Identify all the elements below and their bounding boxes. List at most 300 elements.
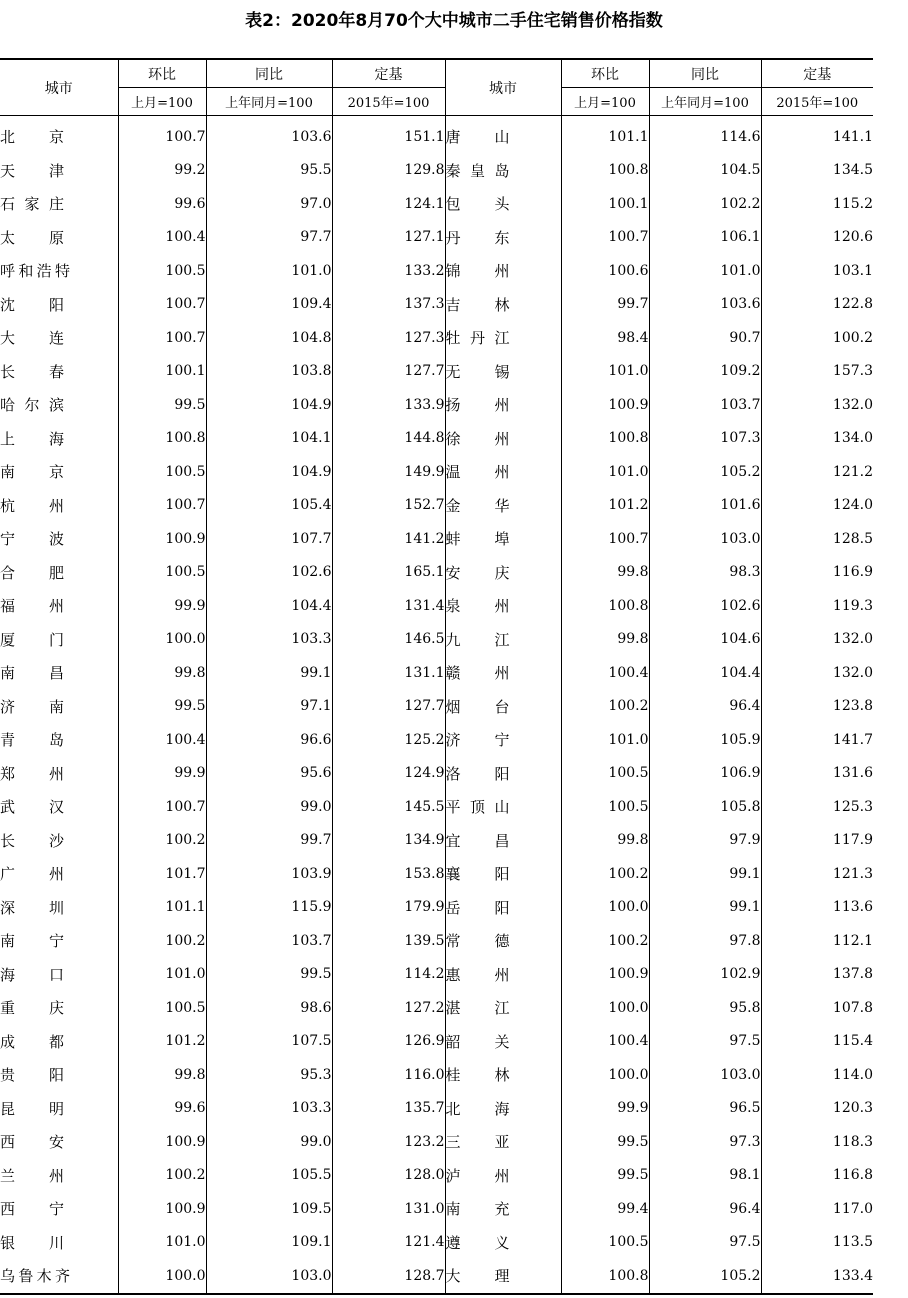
city-name: 牡丹江 (445, 329, 510, 348)
city-name: 呼和浩特 (0, 262, 70, 281)
city-cell (445, 958, 561, 992)
yoy-value: 95.3 (206, 1058, 332, 1092)
city-name: 北京 (0, 128, 64, 147)
city-cell (0, 824, 118, 858)
mom-value: 100.9 (118, 522, 206, 556)
mom-value: 100.6 (561, 254, 649, 288)
city-cell (0, 154, 118, 188)
mom-value: 100.2 (118, 824, 206, 858)
city-name: 烟台 (445, 697, 510, 716)
city-cell (0, 254, 118, 288)
yoy-value: 105.9 (649, 723, 761, 757)
header-mom-right: 环比 (561, 59, 649, 88)
city-name: 成都 (0, 1032, 64, 1051)
city-name: 岳阳 (445, 898, 510, 917)
city-cell (445, 221, 561, 255)
mom-value: 99.7 (561, 288, 649, 322)
city-name: 青岛 (0, 731, 64, 750)
city-cell (445, 857, 561, 891)
table-row (0, 522, 873, 556)
city-cell (0, 790, 118, 824)
table-row (0, 1058, 873, 1092)
base-value: 133.2 (332, 254, 445, 288)
base-value: 119.3 (761, 589, 873, 623)
mom-value: 99.8 (561, 623, 649, 657)
city-name: 三亚 (445, 1133, 510, 1152)
base-value: 112.1 (761, 924, 873, 958)
base-value: 121.4 (332, 1226, 445, 1260)
mom-value: 100.8 (561, 154, 649, 188)
yoy-value: 107.7 (206, 522, 332, 556)
header-yoy-sub-left: 上年同月=100 (206, 88, 332, 116)
table-row (0, 1092, 873, 1126)
city-name: 太原 (0, 228, 64, 247)
city-cell (0, 991, 118, 1025)
city-name: 丹东 (445, 228, 510, 247)
base-value: 124.0 (761, 489, 873, 523)
city-name: 广州 (0, 865, 64, 884)
base-value: 133.9 (332, 388, 445, 422)
city-cell (0, 455, 118, 489)
base-value: 116.9 (761, 556, 873, 590)
yoy-value: 105.8 (649, 790, 761, 824)
mom-value: 100.0 (561, 991, 649, 1025)
mom-value: 100.5 (118, 455, 206, 489)
table-row (0, 355, 873, 389)
base-value: 157.3 (761, 355, 873, 389)
base-value: 100.2 (761, 321, 873, 355)
base-value: 134.0 (761, 422, 873, 456)
city-name: 泸州 (445, 1166, 510, 1185)
mom-value: 101.1 (561, 116, 649, 154)
mom-value: 99.5 (561, 1125, 649, 1159)
city-cell (0, 1092, 118, 1126)
base-value: 134.9 (332, 824, 445, 858)
mom-value: 99.8 (561, 824, 649, 858)
city-cell (445, 1025, 561, 1059)
city-cell (445, 690, 561, 724)
city-name: 石家庄 (0, 195, 64, 214)
base-value: 165.1 (332, 556, 445, 590)
city-cell (0, 1259, 118, 1294)
city-cell (0, 958, 118, 992)
yoy-value: 109.2 (649, 355, 761, 389)
base-value: 127.7 (332, 355, 445, 389)
yoy-value: 97.9 (649, 824, 761, 858)
city-cell (445, 1259, 561, 1294)
base-value: 129.8 (332, 154, 445, 188)
price-index-table (0, 58, 873, 1295)
mom-value: 100.2 (118, 1159, 206, 1193)
header-base-right: 定基 (761, 59, 873, 88)
mom-value: 100.5 (561, 1226, 649, 1260)
mom-value: 101.0 (561, 455, 649, 489)
city-cell (445, 1058, 561, 1092)
city-cell (0, 1159, 118, 1193)
mom-value: 100.7 (118, 321, 206, 355)
yoy-value: 102.2 (649, 187, 761, 221)
base-value: 144.8 (332, 422, 445, 456)
city-name: 南京 (0, 463, 64, 482)
city-name: 郑州 (0, 764, 64, 783)
yoy-value: 114.6 (649, 116, 761, 154)
city-name: 海口 (0, 965, 64, 984)
city-name: 金华 (445, 496, 510, 515)
base-value: 126.9 (332, 1025, 445, 1059)
table-row (0, 757, 873, 791)
yoy-value: 109.1 (206, 1226, 332, 1260)
base-value: 127.3 (332, 321, 445, 355)
yoy-value: 105.5 (206, 1159, 332, 1193)
table-row (0, 321, 873, 355)
city-cell (445, 489, 561, 523)
mom-value: 100.9 (561, 388, 649, 422)
city-name: 徐州 (445, 429, 510, 448)
base-value: 131.4 (332, 589, 445, 623)
table-row (0, 489, 873, 523)
base-value: 141.1 (761, 116, 873, 154)
mom-value: 100.2 (561, 690, 649, 724)
city-name: 锦州 (445, 262, 510, 281)
table-row (0, 690, 873, 724)
city-name: 泉州 (445, 597, 510, 616)
city-name: 南宁 (0, 932, 64, 951)
table-row (0, 1259, 873, 1294)
table-title: 表2：2020年8月70个大中城市二手住宅销售价格指数 (245, 11, 663, 31)
city-cell (445, 924, 561, 958)
base-value: 137.8 (761, 958, 873, 992)
mom-value: 100.7 (118, 489, 206, 523)
city-cell (445, 288, 561, 322)
base-value: 131.6 (761, 757, 873, 791)
mom-value: 100.8 (561, 1259, 649, 1294)
yoy-value: 97.8 (649, 924, 761, 958)
city-name: 银川 (0, 1233, 64, 1252)
yoy-value: 109.4 (206, 288, 332, 322)
mom-value: 100.8 (561, 589, 649, 623)
mom-value: 100.4 (118, 723, 206, 757)
mom-value: 99.8 (118, 1058, 206, 1092)
base-value: 141.2 (332, 522, 445, 556)
base-value: 127.2 (332, 991, 445, 1025)
mom-value: 100.4 (118, 221, 206, 255)
yoy-value: 99.0 (206, 1125, 332, 1159)
city-cell (0, 422, 118, 456)
base-value: 128.7 (332, 1259, 445, 1294)
header-city-right: 城市 (445, 59, 561, 116)
base-value: 120.6 (761, 221, 873, 255)
city-cell (445, 254, 561, 288)
yoy-value: 96.6 (206, 723, 332, 757)
city-cell (445, 1159, 561, 1193)
yoy-value: 99.7 (206, 824, 332, 858)
city-cell (0, 690, 118, 724)
city-cell (0, 757, 118, 791)
mom-value: 99.5 (118, 388, 206, 422)
city-cell (445, 623, 561, 657)
yoy-value: 99.1 (649, 891, 761, 925)
base-value: 115.4 (761, 1025, 873, 1059)
city-name: 杭州 (0, 496, 64, 515)
city-cell (445, 1125, 561, 1159)
header-yoy-left: 同比 (206, 59, 332, 88)
base-value: 116.0 (332, 1058, 445, 1092)
table-row (0, 187, 873, 221)
city-cell (445, 1192, 561, 1226)
yoy-value: 95.5 (206, 154, 332, 188)
mom-value: 101.1 (118, 891, 206, 925)
table-row (0, 656, 873, 690)
city-name: 天津 (0, 161, 64, 180)
table-row (0, 589, 873, 623)
city-name: 宁波 (0, 530, 64, 549)
city-name: 宜昌 (445, 831, 510, 850)
mom-value: 99.2 (118, 154, 206, 188)
base-value: 121.3 (761, 857, 873, 891)
mom-value: 100.7 (118, 116, 206, 154)
city-name: 西安 (0, 1133, 64, 1152)
city-name: 济南 (0, 697, 64, 716)
yoy-value: 98.3 (649, 556, 761, 590)
yoy-value: 105.2 (649, 455, 761, 489)
city-name: 西宁 (0, 1200, 64, 1219)
mom-value: 100.1 (561, 187, 649, 221)
city-cell (0, 116, 118, 154)
city-name: 洛阳 (445, 764, 510, 783)
city-name: 秦皇岛 (445, 161, 510, 180)
mom-value: 100.5 (118, 991, 206, 1025)
base-value: 133.4 (761, 1259, 873, 1294)
header-mom-sub-right: 上月=100 (561, 88, 649, 116)
yoy-value: 109.5 (206, 1192, 332, 1226)
city-cell (0, 355, 118, 389)
base-value: 146.5 (332, 623, 445, 657)
city-cell (445, 187, 561, 221)
city-name: 温州 (445, 463, 510, 482)
yoy-value: 97.3 (649, 1125, 761, 1159)
yoy-value: 95.6 (206, 757, 332, 791)
yoy-value: 104.5 (649, 154, 761, 188)
yoy-value: 104.4 (206, 589, 332, 623)
city-cell (445, 355, 561, 389)
mom-value: 99.8 (118, 656, 206, 690)
yoy-value: 103.6 (206, 116, 332, 154)
city-name: 大连 (0, 329, 64, 348)
city-cell (445, 1226, 561, 1260)
base-value: 123.8 (761, 690, 873, 724)
mom-value: 99.5 (118, 690, 206, 724)
city-cell (445, 757, 561, 791)
city-name: 南昌 (0, 664, 64, 683)
yoy-value: 99.5 (206, 958, 332, 992)
yoy-value: 101.0 (649, 254, 761, 288)
city-cell (0, 522, 118, 556)
city-cell (0, 891, 118, 925)
base-value: 134.5 (761, 154, 873, 188)
city-name: 遵义 (445, 1233, 510, 1252)
table-row (0, 824, 873, 858)
table-row (0, 1159, 873, 1193)
mom-value: 100.5 (118, 556, 206, 590)
city-name: 扬州 (445, 396, 510, 415)
base-value: 125.2 (332, 723, 445, 757)
yoy-value: 103.7 (649, 388, 761, 422)
city-cell (0, 1192, 118, 1226)
yoy-value: 103.8 (206, 355, 332, 389)
mom-value: 99.9 (118, 757, 206, 791)
city-cell (445, 656, 561, 690)
table-row (0, 556, 873, 590)
mom-value: 100.0 (561, 891, 649, 925)
header-yoy-sub-right: 上年同月=100 (649, 88, 761, 116)
base-value: 127.1 (332, 221, 445, 255)
city-cell (445, 422, 561, 456)
yoy-value: 103.0 (649, 522, 761, 556)
city-name: 赣州 (445, 664, 510, 683)
city-cell (445, 321, 561, 355)
mom-value: 100.7 (561, 522, 649, 556)
mom-value: 100.2 (561, 857, 649, 891)
city-cell (0, 1125, 118, 1159)
mom-value: 100.9 (118, 1125, 206, 1159)
city-name: 上海 (0, 429, 64, 448)
mom-value: 100.9 (118, 1192, 206, 1226)
base-value: 123.2 (332, 1125, 445, 1159)
city-cell (445, 522, 561, 556)
city-name: 厦门 (0, 630, 64, 649)
base-value: 131.0 (332, 1192, 445, 1226)
base-value: 141.7 (761, 723, 873, 757)
mom-value: 99.5 (561, 1159, 649, 1193)
table-row (0, 388, 873, 422)
mom-value: 100.5 (561, 757, 649, 791)
mom-value: 100.7 (561, 221, 649, 255)
mom-value: 101.0 (561, 723, 649, 757)
table-row (0, 254, 873, 288)
mom-value: 99.8 (561, 556, 649, 590)
base-value: 115.2 (761, 187, 873, 221)
city-name: 合肥 (0, 563, 64, 582)
base-value: 132.0 (761, 388, 873, 422)
yoy-value: 96.4 (649, 1192, 761, 1226)
mom-value: 100.7 (118, 288, 206, 322)
yoy-value: 96.4 (649, 690, 761, 724)
yoy-value: 106.9 (649, 757, 761, 791)
city-cell (0, 723, 118, 757)
mom-value: 100.4 (561, 656, 649, 690)
base-value: 135.7 (332, 1092, 445, 1126)
city-cell (0, 187, 118, 221)
table-row (0, 723, 873, 757)
base-value: 132.0 (761, 656, 873, 690)
mom-value: 100.5 (118, 254, 206, 288)
base-value: 132.0 (761, 623, 873, 657)
table-row (0, 154, 873, 188)
city-name: 福州 (0, 597, 64, 616)
base-value: 124.1 (332, 187, 445, 221)
yoy-value: 107.5 (206, 1025, 332, 1059)
table-row (0, 991, 873, 1025)
base-value: 137.3 (332, 288, 445, 322)
yoy-value: 104.9 (206, 455, 332, 489)
city-cell (0, 623, 118, 657)
yoy-value: 99.1 (649, 857, 761, 891)
table-body (0, 116, 873, 1294)
base-value: 128.5 (761, 522, 873, 556)
yoy-value: 107.3 (649, 422, 761, 456)
base-value: 103.1 (761, 254, 873, 288)
yoy-value: 98.1 (649, 1159, 761, 1193)
yoy-value: 97.5 (649, 1025, 761, 1059)
mom-value: 100.1 (118, 355, 206, 389)
city-cell (0, 321, 118, 355)
city-name: 湛江 (445, 999, 510, 1018)
header-mom-sub-left: 上月=100 (118, 88, 206, 116)
mom-value: 100.2 (561, 924, 649, 958)
city-cell (0, 1025, 118, 1059)
mom-value: 100.9 (561, 958, 649, 992)
city-cell (0, 1226, 118, 1260)
mom-value: 99.9 (561, 1092, 649, 1126)
table-row (0, 1192, 873, 1226)
mom-value: 101.0 (118, 1226, 206, 1260)
city-cell (445, 1092, 561, 1126)
city-name: 常德 (445, 932, 510, 951)
city-name: 武汉 (0, 798, 64, 817)
mom-value: 98.4 (561, 321, 649, 355)
city-name: 沈阳 (0, 295, 64, 314)
city-cell (445, 891, 561, 925)
city-name: 昆明 (0, 1099, 64, 1118)
base-value: 118.3 (761, 1125, 873, 1159)
yoy-value: 99.0 (206, 790, 332, 824)
base-value: 139.5 (332, 924, 445, 958)
base-value: 149.9 (332, 455, 445, 489)
city-cell (445, 991, 561, 1025)
table-row (0, 1226, 873, 1260)
yoy-value: 102.6 (649, 589, 761, 623)
base-value: 151.1 (332, 116, 445, 154)
city-name: 哈尔滨 (0, 396, 64, 415)
city-name: 蚌埠 (445, 530, 510, 549)
mom-value: 99.4 (561, 1192, 649, 1226)
table-row (0, 857, 873, 891)
yoy-value: 102.6 (206, 556, 332, 590)
yoy-value: 103.6 (649, 288, 761, 322)
mom-value: 100.8 (118, 422, 206, 456)
base-value: 179.9 (332, 891, 445, 925)
yoy-value: 104.6 (649, 623, 761, 657)
table-row (0, 1025, 873, 1059)
yoy-value: 103.3 (206, 1092, 332, 1126)
city-name: 南充 (445, 1200, 510, 1219)
base-value: 116.8 (761, 1159, 873, 1193)
yoy-value: 102.9 (649, 958, 761, 992)
yoy-value: 103.0 (206, 1259, 332, 1294)
mom-value: 100.0 (118, 623, 206, 657)
mom-value: 101.2 (118, 1025, 206, 1059)
yoy-value: 97.1 (206, 690, 332, 724)
city-name: 济宁 (445, 731, 510, 750)
yoy-value: 105.2 (649, 1259, 761, 1294)
header-yoy-right: 同比 (649, 59, 761, 88)
city-name: 乌鲁木齐 (0, 1267, 70, 1286)
yoy-value: 115.9 (206, 891, 332, 925)
city-name: 重庆 (0, 999, 64, 1018)
city-cell (0, 1058, 118, 1092)
mom-value: 101.2 (561, 489, 649, 523)
base-value: 117.9 (761, 824, 873, 858)
